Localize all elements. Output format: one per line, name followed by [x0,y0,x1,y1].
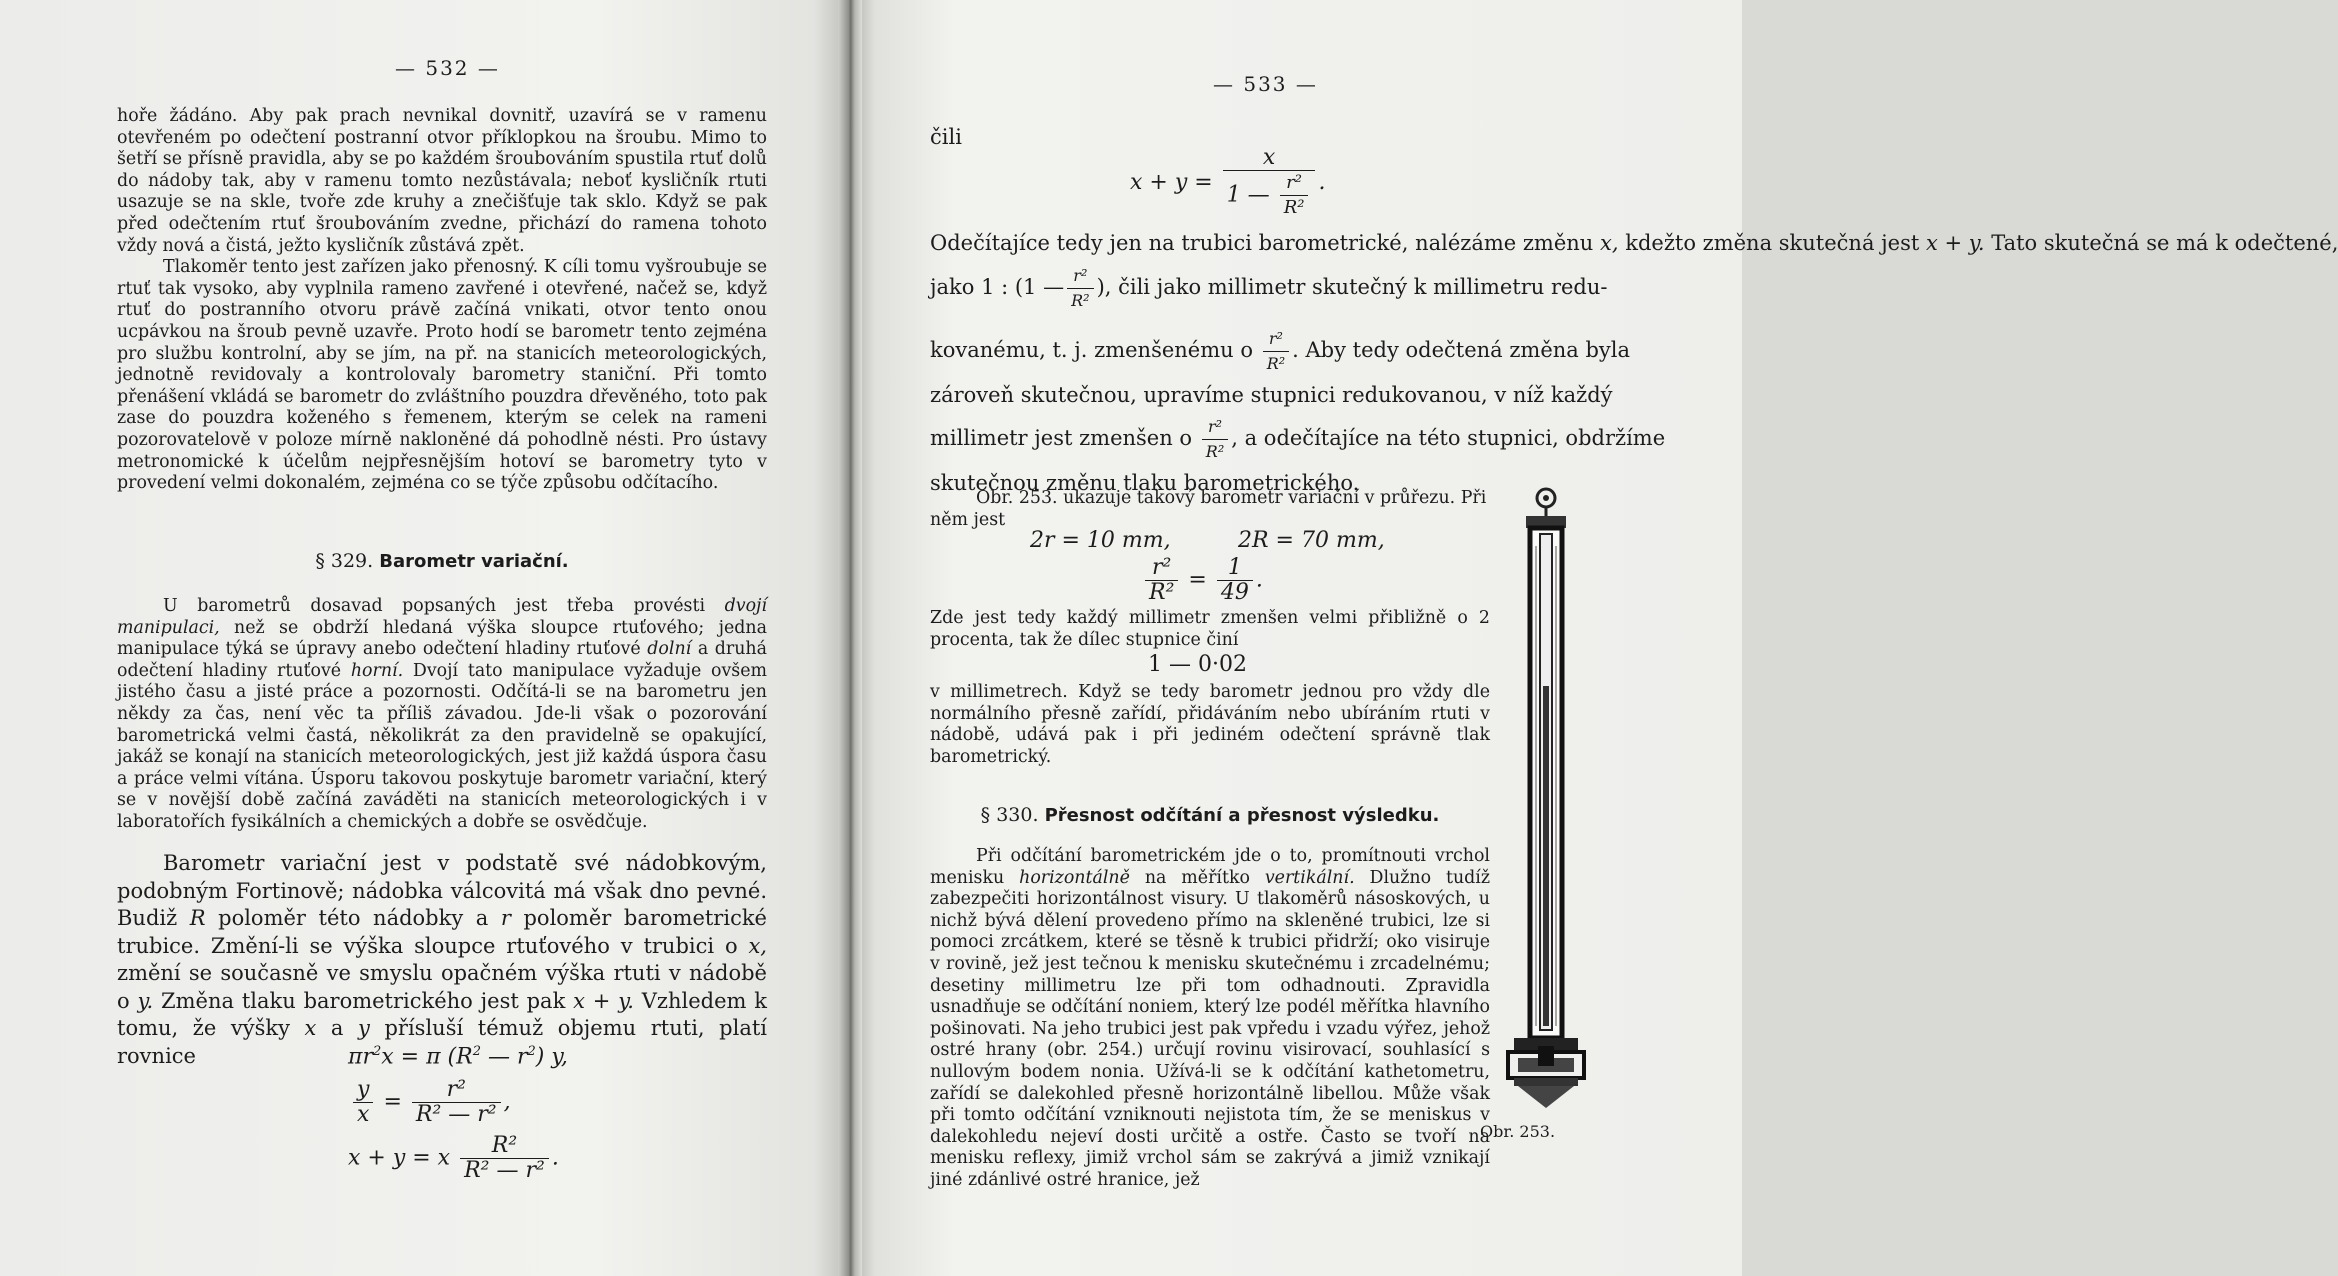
equation-3: x + y = x $\frac{\text{R²}}{\text{R² — r²}}$ . [348,1133,559,1183]
section-title: Barometr variační. [379,551,569,572]
book-gutter [838,0,862,1276]
paragraph-4: Barometr variační jest v podstatě své nádobkovým, podobným Fortinově; nádobka válcovitá má však dno pevné. Budiž R poloměr této nádobky a r poloměr barometrické trubice. Změní-li se výška sloupce rtuťového v trubici o x, změní se současně ve smyslu opačném výška rtuti v nádobě o y. Změna tlaku barometrického jest pak x + y. Vzhledem k tomu, že výšky x a y přísluší témuž objemu rtuti, platí rovnice [117,851,767,1068]
paragraph-3: U barometrů dosavad popsaných jest třeba provésti dvojí manipulaci, než se obdrží hledaná výška sloupce rtuťového; jedna manipulace týká se úpravy anebo odečtení hladiny rtuťové dolní a druhá odečtení hladiny rtuťové horní. Dvojí tato manipulace vyžaduje ovšem jistého času a jisté práce a pozornosti. Odčítá-li se na barometru jen někdy za čas, není věc ta příliš závadou. Jde-li však o pozorování barometrická velmi častá, několikrát za den pravidelně se opakující, jakáž se konají na stanicích meteorologických, jest již každá úspora času a práce velmi vítána. Úsporu takovou poskytuje barometr variační, který se v novější době začíná zaváděti na stanicích meteorologických i v laboratořích fysikálních a chemických a dobře se osvědčuje. [117,596,768,832]
cili-word: čili [930,125,962,149]
equation-5a: 2r = 10 mm, [1030,528,1171,553]
equation-6: $\frac{\text{r²}}{\text{R²}}$ = $\frac{1}{49}$ . [1142,556,1263,605]
equation-5b: 2R = 70 mm, [1238,528,1385,553]
right-para8: v millimetrech. Když se tedy barometr jednou pro vždy dle normálního přesně zařídí, přidáváním nebo ubíráním rtuti v nádobě, udává pak i při jediném odečtení správně tlak barometrický. [930,682,1490,767]
paragraph-2: Tlakoměr tento jest zařízen jako přenosný. K cíli tomu vyšroubuje se rtuť tak vysoko, aby vyplnila rameno zavřené i otevřené, načež se, když rtuť do postranního otvoru právě začíná vnikati, otvor tento onou ucpávkou na šroub pevně uzavře. Proto hodí se barometr tento zejména pro službu kontrolní, aby se jím, na př. na stanicích meteorologických, jednotně revidovaly a kontrolovaly barometry staniční. Při tomto přenášení vkládá se barometr do zvláštního pouzdra dřevěného, toto pak zase do pouzdra koženého s řemenem, kterým se celek na rameni pozorovatelově v poloze mírně nakloněné dá pohodlně nésti. Pro ústavy metronomické k účelům nejpřesnějším hotoví se barometry tyto v provedení velmi dokonalém, zejména co se týče způsobu odčítacího. [117,257,767,494]
right-text-top: Odečítajíce tedy jen na trubici barometrické, nalézáme změnu x, kdežto změna skutečná jest x + y. Tato skutečná se má k odečtené, jako 1 : (1 — $\frac{\text{r²}}{\text{R²}}$ ), čili jako millimetr skutečný k millimetru redu- kovanému, t. j. zmenšenému o $\frac{\text{r²}}{\text{R²}}$ . Aby tedy odečtená změna byla zároveň skutečnou, upravíme stupnici redukovanou, v níž každý millimetr jest zmenšen o $\frac{\text{r²}}{\text{R²}}$ , a odečítajíce na této stupnici, obdržíme skutečnou změnu tlaku barometrického. [930,231,2338,495]
barometer-figure [1488,486,1600,1126]
right-para6: Obr. 253. ukazuje takový barometr variační v průřezu. Při něm jest [930,488,1487,530]
equation-7: 1 — 0·02 [1148,652,1247,677]
left-text-bottom [117,850,767,1070]
right-para9: Při odčítání barometrickém jde o to, promítnouti vrchol menisku horizontálně na měřítko vertikální. Dlužno tudíž zabezpečiti horizontálnost visury. U tlakoměrů násoskových, u nichž bývá dělení provedeno přímo na skleněné trubici, lze si pomoci zrcátkem, které se těsně k trubici přidrží; oko visiruje v rovině, jež jest tečnou k menisku skutečnému i zrcadelnému; desetiny millimetru lze při tom odhadnouti. Zpravidla usnadňuje se odčítání noniem, který lze podél měřítka hlavního pošinovati. Na jeho trubici jest pak vpředu i vzadu výřez, jehož ostré hrany (obr. 254.) určují rovinu visirovací, souhlasící s nullovým bodem nonia. Užívá-li se k odčítání kathetometru, zařídí se dalekohled přesně horizontálně libellou. Může však při tomto odčítání vzniknouti nejistota tím, že se meniskus v dalekohledu nejeví dosti určitě a ostře. Často se tvoří na menisku reflexy, jimiž vrchol sám se zakrývá a jimiž vznikají jiné zdánlivé ostré hranice, jež [930,846,1490,1190]
left-text-middle [117,596,767,834]
paragraph-1: hoře žádáno. Aby pak prach nevnikal dovnitř, uzavírá se v ramenu otevřeném po odečtení postranní otvor příklopkou na šroubu. Mimo to šetří se přísně pravidla, aby se po každém šroubováním spustila rtuť dolů do nádoby tak, aby v ramenu tomto nezůstávala; neboť kysličník rtuti usazuje se na skle, tvoře zde kruhy a znečišťuje tak sklo. Když se pak před odečtením rtuť šroubováním zvedne, přichází do ramena tohoto vždy nová a čistá, ježto kysličník zůstává zpět. [117,106,767,256]
right-para7: Zde jest tedy každý millimetr zmenšen velmi přibližně o 2 procenta, tak že dílec stupnice činí [930,608,1490,650]
equation-1: $\pi r^2x = \pi$ ($R^2$ — $r^2$) y, [348,1044,568,1070]
section-330-heading: § 330. Přesnost odčítání a přesnost výsledku. [980,804,1440,826]
left-page [0,0,848,1276]
figure-caption: Obr. 253. [1480,1122,1556,1141]
right-page [848,0,2338,1276]
page-number-left: — 532 — [395,56,500,80]
page-number-right: — 533 — [1213,72,1318,96]
para5-line: Odečítajíce tedy jen na trubici barometrické, nalézáme změnu x, kdežto změna skutečná jest x + y. Tato skutečná se má k odečtené, [930,231,2338,255]
equation-2: $\frac{y}{x}$ = $\frac{\text{r²}}{\text{R² — r²}}$ , [350,1078,511,1127]
equation-4: x + y = x 1 — $\frac{\text{r²}}{\text{R²}}$ . [1130,145,1326,218]
section-number: § 329. [315,550,374,572]
left-text-top [117,106,767,495]
section-329-heading [117,550,767,572]
